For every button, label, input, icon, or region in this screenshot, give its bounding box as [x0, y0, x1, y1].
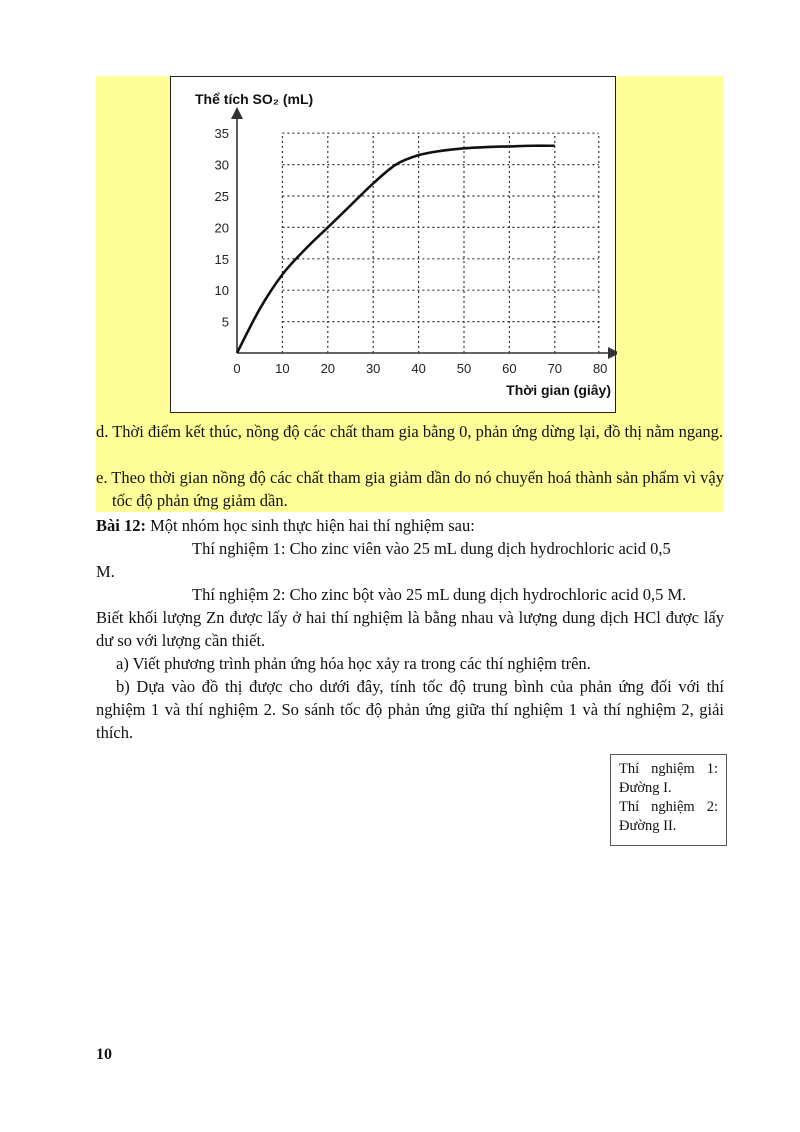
chart-grid	[282, 133, 598, 353]
x-axis-label: Thời gian (giây)	[506, 382, 611, 398]
x-tick-label-70: 70	[547, 361, 563, 376]
bai12-intro: Một nhóm học sinh thực hiện hai thí nghiệm sau:	[145, 516, 475, 535]
note-line-2: Đường I.	[619, 780, 672, 796]
x-tick-label-0: 0	[233, 361, 241, 376]
x-tick-label-30: 30	[365, 361, 381, 376]
experiment-1-continuation: M.	[96, 562, 115, 581]
x-tick-label-80: 80	[592, 361, 608, 376]
y-tick-label-30: 30	[214, 157, 229, 173]
y-tick-label-15: 15	[214, 251, 229, 267]
x-tick-label-10: 10	[275, 361, 290, 376]
item-e-paragraph: e. Theo thời gian nồng độ các chất tham gia giảm dần do nó chuyển hoá thành sản phẩm vì vậy tốc độ phản ứng giảm dần.	[96, 468, 724, 510]
question-a: a) Viết phương trình phản ứng hóa học xảy ra trong các thí nghiệm trên.	[116, 654, 591, 673]
question-b: b) Dựa vào đồ thị được cho dưới đây, tính tốc độ trung bình của phản ứng đối với thí nghiệm 1 và thí nghiệm 2. So sánh tốc độ phản ứng giữa thí nghiệm 1 và thí nghiệm 2, giải thích.	[96, 677, 724, 742]
chart-tick-labels	[215, 126, 608, 376]
item-d-paragraph: d. Thời điểm kết thúc, nồng độ các chất tham gia bằng 0, phản ứng dừng lại, đồ thị nằm ngang.	[96, 422, 724, 441]
y-tick-label-20: 20	[214, 220, 229, 236]
x-tick-label-50: 50	[456, 361, 472, 376]
experiment-1-line: Thí nghiệm 1: Cho zinc viên vào 25 mL dung dịch hydrochloric acid 0,5	[192, 539, 671, 558]
bai12-label: Bài 12:	[96, 516, 146, 535]
y-axis-arrow	[231, 107, 243, 119]
x-axis-arrow	[608, 347, 617, 359]
series-line-so2	[237, 146, 555, 353]
so2-volume-chart	[170, 76, 616, 413]
y-tick-label-35: 35	[214, 126, 229, 142]
y-tick-label-10: 10	[214, 283, 229, 299]
x-tick-label-60: 60	[502, 361, 517, 376]
note-line-1: Thí nghiệm 1:	[619, 761, 718, 777]
bai12-heading	[96, 514, 724, 537]
y-tick-label-25: 25	[214, 189, 229, 204]
x-tick-label-40: 40	[411, 361, 426, 376]
x-tick-label-20: 20	[320, 361, 336, 376]
note-line-3: Thí nghiệm 2:	[619, 799, 718, 815]
y-axis-label: Thể tích SO₂ (mL)	[195, 91, 314, 107]
note-line-4: Đường II.	[619, 818, 677, 834]
y-tick-label-5: 5	[221, 314, 229, 330]
experiment-2-line: Thí nghiệm 2: Cho zinc bột vào 25 mL dung dịch hydrochloric acid 0,5 M.	[192, 585, 687, 604]
page-number: 10	[96, 1046, 112, 1063]
known-conditions-paragraph: Biết khối lượng Zn được lấy ở hai thí nghiệm là bằng nhau và lượng dung dịch HCl được lấy dư so với lượng cần thiết.	[96, 608, 724, 650]
legend-note-box	[610, 754, 727, 846]
chart-canvas	[171, 77, 617, 414]
